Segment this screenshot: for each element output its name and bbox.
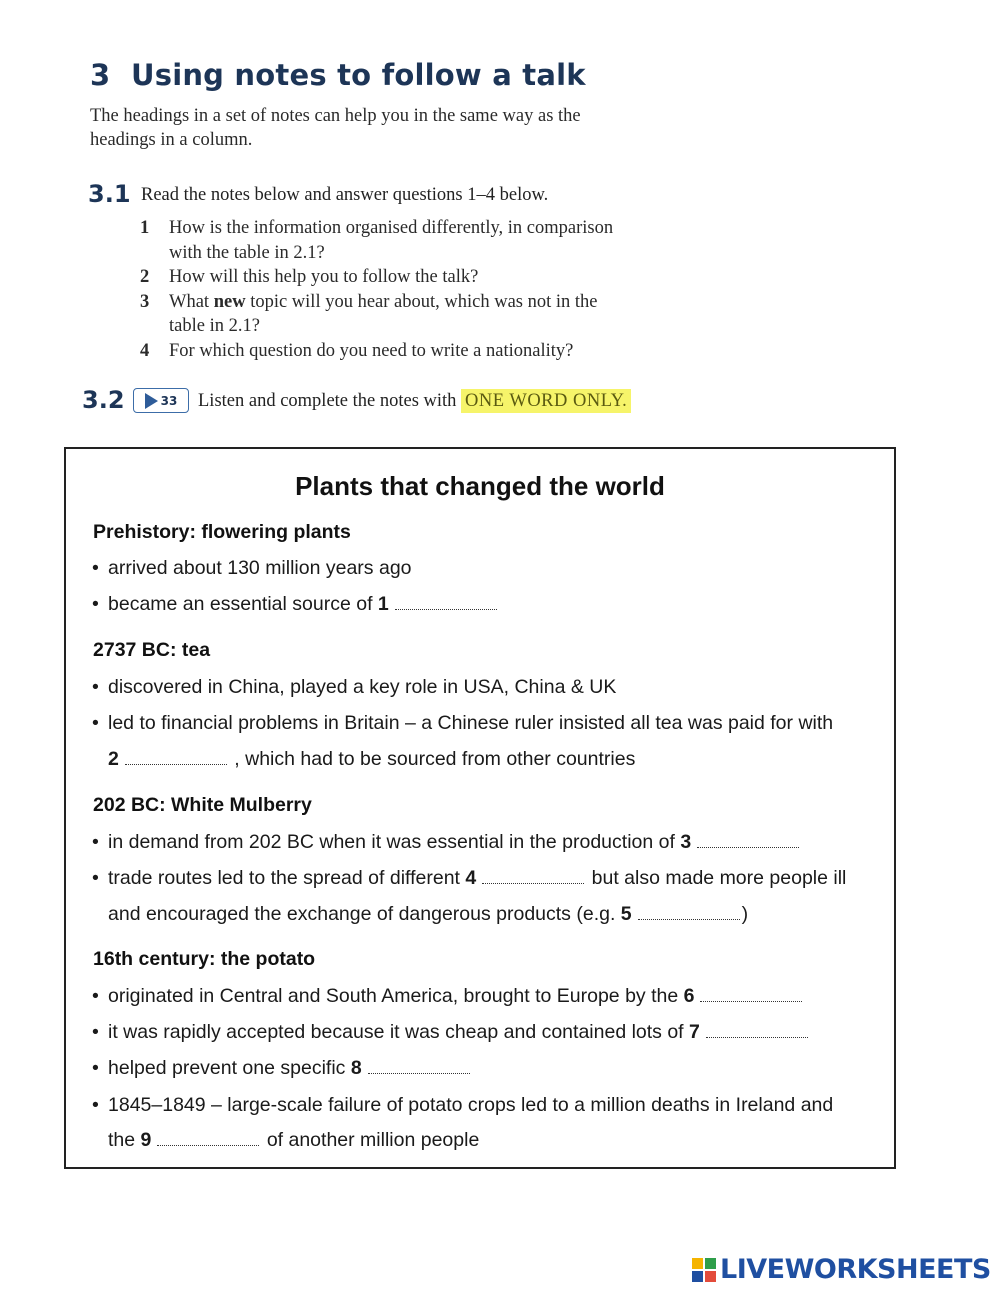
audio-play-button[interactable]	[133, 388, 189, 413]
notes-title: Plants that changed the world	[295, 471, 665, 501]
subsection-3-2-number: 3.2	[82, 386, 125, 414]
bullet-text: the	[108, 1129, 136, 1151]
audio-track-number: 33	[160, 393, 178, 408]
bullet-item	[92, 676, 616, 699]
bullet-text: of another million people	[266, 1129, 480, 1151]
subsection-3-1-instruction: Read the notes below and answer questions 1–4 below.	[141, 185, 549, 205]
notes-heading-prehistory: Prehistory: flowering plants	[93, 521, 351, 543]
question-text: For which question do you need to write a nationality?	[169, 340, 574, 361]
question-item	[140, 216, 700, 265]
bullet-text: arrived about 130 million years ago	[108, 557, 412, 579]
gap-number-1: 1	[377, 593, 389, 615]
notes-heading-mulberry: 202 BC: White Mulberry	[93, 794, 312, 816]
bullet-item	[92, 1021, 810, 1044]
question-number: 3	[140, 291, 150, 312]
bullet-item	[92, 867, 846, 890]
bullet-icon: •	[92, 1021, 99, 1043]
notes-heading-potato: 16th century: the potato	[93, 948, 316, 970]
question-number: 4	[140, 340, 150, 361]
bullet-icon: •	[92, 676, 99, 698]
bullet-icon: •	[92, 831, 99, 853]
question-number: 2	[140, 267, 150, 287]
section-number: 3	[90, 58, 111, 92]
logo-text: LIVEWORKSHEETS	[720, 1254, 991, 1285]
bullet-text: helped prevent one specific	[108, 1057, 346, 1079]
bullet-icon: •	[92, 712, 99, 734]
gap-number-9: 9	[140, 1129, 152, 1151]
bullet-item	[92, 1094, 833, 1117]
gap-number-6: 6	[683, 985, 695, 1007]
instruction-text: Listen and complete the notes with	[198, 391, 457, 411]
bullet-text: trade routes led to the spread of different	[108, 867, 460, 889]
bullet-icon: •	[92, 593, 99, 615]
question-text-pre: What	[169, 291, 214, 312]
bullet-icon: •	[92, 985, 99, 1007]
answer-gap-9[interactable]	[157, 1144, 259, 1146]
bullet-item	[92, 831, 801, 854]
subsection-3-2-instruction	[198, 391, 631, 412]
bullet-text: 1845–1849 – large-scale failure of potato crops led to a million deaths in Ireland and	[108, 1094, 834, 1116]
gap-number-4: 4	[465, 867, 477, 889]
question-text	[169, 290, 700, 315]
bullet-text: became an essential source of	[108, 593, 373, 615]
bullet-item	[92, 985, 804, 1008]
section-title	[90, 58, 586, 92]
bullet-icon: •	[92, 557, 99, 579]
answer-gap-8[interactable]	[368, 1072, 470, 1074]
gap-number-3: 3	[680, 831, 692, 853]
bullet-text: it was rapidly accepted because it was cheap and contained lots of	[108, 1021, 684, 1043]
section-title-text: Using notes to follow a talk	[130, 58, 586, 92]
answer-gap-2[interactable]	[125, 763, 227, 765]
question-emphasis: new	[213, 291, 246, 312]
logo-mark-icon	[692, 1258, 716, 1282]
question-text: How is the information organised differently, in comparison	[169, 218, 614, 238]
intro-line-1: The headings in a set of notes can help you in the same way as the	[90, 106, 581, 126]
gap-number-2: 2	[108, 748, 119, 770]
gap-number-5: 5	[620, 903, 632, 925]
bullet-item	[92, 557, 412, 580]
question-list	[140, 216, 700, 363]
gap-number-8: 8	[350, 1057, 362, 1079]
question-item	[140, 339, 700, 364]
subsection-3-1-number: 3.1	[88, 180, 131, 208]
question-item	[140, 290, 700, 339]
intro-line-2: headings in a column.	[90, 130, 253, 150]
bullet-text: and encouraged the exchange of dangerous products (e.g.	[108, 903, 616, 925]
notes-box	[64, 447, 896, 1169]
bullet-continuation	[108, 748, 635, 771]
bullet-text: but also made more people ill	[591, 867, 847, 889]
answer-gap-7[interactable]	[706, 1036, 808, 1038]
bullet-icon: •	[92, 1094, 99, 1116]
question-text-post: topic will you hear about, which was not in the	[245, 291, 598, 312]
bullet-item	[92, 593, 499, 616]
answer-gap-3[interactable]	[697, 846, 799, 848]
bullet-item	[92, 712, 833, 735]
liveworksheets-logo	[692, 1254, 991, 1285]
answer-gap-4[interactable]	[482, 882, 584, 884]
question-number: 1	[140, 218, 150, 238]
bullet-continuation	[108, 1129, 479, 1152]
bullet-text: , which had to be sourced from other countries	[234, 748, 636, 770]
bullet-icon: •	[92, 1057, 99, 1079]
bullet-text: originated in Central and South America, brought to Europe by the	[108, 985, 679, 1007]
play-icon	[145, 393, 158, 409]
answer-gap-1[interactable]	[395, 608, 497, 610]
question-text-cont: with the table in 2.1?	[169, 242, 325, 263]
closing-paren: )	[741, 903, 749, 925]
notes-heading-tea: 2737 BC: tea	[93, 639, 211, 661]
bullet-text: led to financial problems in Britain – a Chinese ruler insisted all tea was paid for with	[108, 712, 834, 734]
bullet-icon: •	[92, 867, 99, 889]
answer-gap-6[interactable]	[700, 1000, 802, 1002]
bullet-text: in demand from 202 BC when it was essential in the production of	[108, 831, 675, 853]
question-text: How will this help you to follow the talk?	[169, 267, 479, 287]
bullet-text: discovered in China, played a key role in USA, China & UK	[108, 676, 617, 698]
gap-number-7: 7	[689, 1021, 700, 1043]
highlighted-instruction: ONE WORD ONLY.	[461, 389, 631, 413]
bullet-continuation	[108, 903, 748, 926]
question-item	[140, 265, 700, 290]
bullet-item	[92, 1057, 472, 1080]
section-intro	[90, 104, 690, 152]
question-text-cont: table in 2.1?	[169, 316, 260, 336]
answer-gap-5[interactable]	[638, 918, 740, 920]
